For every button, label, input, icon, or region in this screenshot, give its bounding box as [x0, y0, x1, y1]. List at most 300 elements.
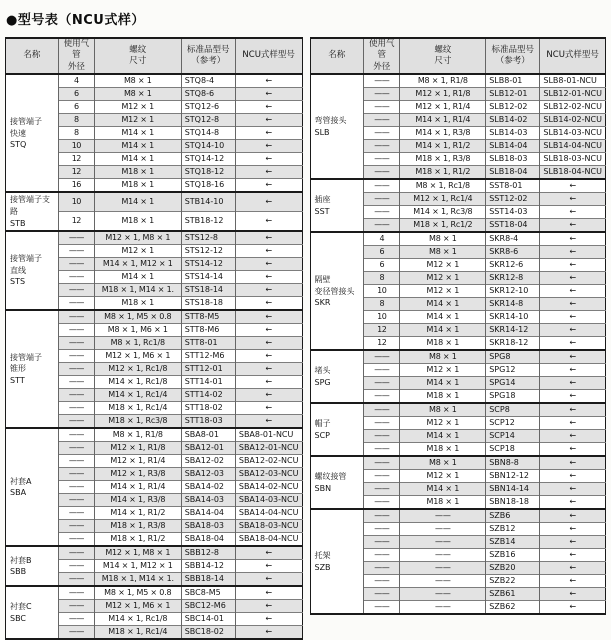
tube-od-cell: —— — [58, 324, 94, 337]
tube-od-cell: —— — [58, 428, 94, 442]
tube-od-cell: 12 — [58, 212, 94, 231]
standard-model-cell: SBA12-02 — [181, 455, 235, 468]
ncu-model-cell: ← — [235, 245, 302, 258]
standard-model-cell: STB18-12 — [181, 212, 235, 231]
standard-model-cell: SZB22 — [486, 575, 540, 588]
thread-size-cell: M12 × 1, R1/4 — [400, 101, 486, 114]
thread-size-cell: M12 × 1, R1/8 — [94, 442, 181, 455]
thread-size-cell: M8 × 1 — [400, 232, 486, 246]
standard-model-cell: SBN18-18 — [486, 496, 540, 510]
ncu-model-cell: ← — [540, 259, 606, 272]
standard-model-cell: SBB14-12 — [181, 560, 235, 573]
tube-od-cell: 10 — [58, 140, 94, 153]
standard-model-cell: STQ8-6 — [181, 88, 235, 101]
ncu-model-cell: ← — [235, 350, 302, 363]
ncu-model-cell: SLB14-04-NCU — [540, 140, 606, 153]
ncu-model-cell: ← — [235, 573, 302, 587]
ncu-model-cell: ← — [540, 377, 606, 390]
tube-od-cell: 16 — [58, 179, 94, 193]
tube-od-cell: —— — [364, 403, 400, 417]
standard-model-cell: SZB62 — [486, 601, 540, 615]
standard-model-cell: SBC14-01 — [181, 613, 235, 626]
standard-model-cell: STT12-01 — [181, 363, 235, 376]
tube-od-cell: —— — [364, 179, 400, 193]
group-name-cell: 接管端子 快速 STQ — [6, 74, 59, 192]
thread-size-cell: M8 × 1, Rc1/8 — [94, 337, 181, 350]
thread-size-cell: M8 × 1 — [400, 350, 486, 364]
ncu-model-cell: ← — [235, 101, 302, 114]
tube-od-cell: —— — [364, 549, 400, 562]
ncu-model-cell: SLB14-03-NCU — [540, 127, 606, 140]
standard-model-cell: STS12-12 — [181, 245, 235, 258]
tube-od-cell: —— — [364, 377, 400, 390]
tube-od-cell: 12 — [58, 166, 94, 179]
standard-model-cell: SLB14-04 — [486, 140, 540, 153]
ncu-model-cell: SBA18-03-NCU — [235, 520, 302, 533]
group-name-cell: 接管端子 锥形 STT — [6, 310, 59, 428]
tube-od-cell: —— — [364, 496, 400, 510]
standard-model-cell: SKR14-10 — [486, 311, 540, 324]
standard-model-cell: SST8-01 — [486, 179, 540, 193]
ncu-model-cell: ← — [235, 376, 302, 389]
tube-od-cell: —— — [364, 166, 400, 180]
column-header: NCU式样型号 — [540, 38, 606, 74]
standard-model-cell: STQ18-12 — [181, 166, 235, 179]
tube-od-cell: —— — [58, 376, 94, 389]
thread-size-cell: —— — [400, 575, 486, 588]
thread-size-cell: M12 × 1 — [400, 364, 486, 377]
thread-size-cell: M8 × 1 — [400, 403, 486, 417]
thread-size-cell: M8 × 1, M5 × 0.8 — [94, 310, 181, 324]
tube-od-cell: 12 — [364, 337, 400, 351]
ncu-model-cell: ← — [235, 613, 302, 626]
standard-model-cell: SKR18-12 — [486, 337, 540, 351]
tube-od-cell: —— — [364, 390, 400, 404]
thread-size-cell: M8 × 1 — [94, 88, 181, 101]
thread-size-cell: M14 × 1, M12 × 1 — [94, 258, 181, 271]
page-title: ●型号表（NCU式样） — [6, 13, 145, 28]
standard-model-cell: STT8-M5 — [181, 310, 235, 324]
thread-size-cell: M8 × 1, M6 × 1 — [94, 324, 181, 337]
tube-od-cell: 10 — [364, 285, 400, 298]
tube-od-cell: —— — [58, 271, 94, 284]
header-row — [6, 38, 303, 74]
standard-model-cell: STT8-01 — [181, 337, 235, 350]
table-row — [310, 456, 606, 470]
thread-size-cell: M14 × 1, R1/4 — [400, 114, 486, 127]
tube-od-cell: —— — [58, 310, 94, 324]
ncu-model-cell: ← — [235, 389, 302, 402]
column-header: 名称 — [310, 38, 364, 74]
tube-od-cell: —— — [364, 575, 400, 588]
ncu-model-cell: ← — [235, 74, 302, 88]
standard-model-cell: SKR12-10 — [486, 285, 540, 298]
thread-size-cell: M14 × 1, Rc3/8 — [400, 206, 486, 219]
tube-od-cell: —— — [58, 546, 94, 560]
standard-model-cell: SST18-04 — [486, 219, 540, 233]
standard-model-cell: STQ14-8 — [181, 127, 235, 140]
thread-size-cell: M12 × 1, M6 × 1 — [94, 600, 181, 613]
tube-od-cell: —— — [58, 481, 94, 494]
ncu-model-cell: ← — [235, 88, 302, 101]
ncu-model-cell: ← — [540, 443, 606, 457]
ncu-model-cell: ← — [540, 523, 606, 536]
tube-od-cell: —— — [58, 600, 94, 613]
thread-size-cell: M18 × 1, Rc1/4 — [94, 626, 181, 640]
thread-size-cell: M18 × 1 — [400, 390, 486, 404]
group-name-cell: 衬套C SBC — [6, 586, 59, 639]
tube-od-cell: —— — [364, 601, 400, 615]
group-name-cell: 弯管接头 SLB — [310, 74, 364, 179]
thread-size-cell: M14 × 1, R1/4 — [94, 481, 181, 494]
thread-size-cell: M14 × 1 — [400, 298, 486, 311]
ncu-model-cell: ← — [540, 509, 606, 523]
thread-size-cell: M18 × 1 — [94, 297, 181, 311]
ncu-model-cell: ← — [235, 179, 302, 193]
standard-model-cell: SZB12 — [486, 523, 540, 536]
standard-model-cell: STQ12-8 — [181, 114, 235, 127]
ncu-model-cell: ← — [540, 219, 606, 233]
column-header: 使用气管 外径 — [364, 38, 400, 74]
ncu-model-cell: ← — [235, 140, 302, 153]
standard-model-cell: SKR14-12 — [486, 324, 540, 337]
ncu-model-cell: SBA18-04-NCU — [235, 533, 302, 547]
standard-model-cell: SBC12-M6 — [181, 600, 235, 613]
standard-model-cell: SBA12-03 — [181, 468, 235, 481]
standard-model-cell: SLB18-03 — [486, 153, 540, 166]
thread-size-cell: M18 × 1 — [94, 166, 181, 179]
ncu-model-cell: ← — [235, 212, 302, 231]
ncu-model-cell: ← — [540, 588, 606, 601]
thread-size-cell: M18 × 1, Rc1/4 — [94, 402, 181, 415]
thread-size-cell: M12 × 1 — [400, 259, 486, 272]
ncu-model-cell: ← — [540, 456, 606, 470]
tube-od-cell: —— — [58, 363, 94, 376]
thread-size-cell: M8 × 1, Rc1/8 — [400, 179, 486, 193]
thread-size-cell: M14 × 1, R1/2 — [94, 507, 181, 520]
thread-size-cell: M14 × 1 — [94, 153, 181, 166]
thread-size-cell: M14 × 1, R3/8 — [400, 127, 486, 140]
thread-size-cell: M18 × 1 — [400, 337, 486, 351]
table-row — [310, 74, 606, 88]
standard-model-cell: SBA8-01 — [181, 428, 235, 442]
thread-size-cell: —— — [400, 509, 486, 523]
tube-od-cell: —— — [58, 337, 94, 350]
standard-model-cell: SKR8-4 — [486, 232, 540, 246]
ncu-model-cell: ← — [235, 284, 302, 297]
model-table-left — [5, 37, 303, 640]
thread-size-cell: M14 × 1 — [400, 377, 486, 390]
thread-size-cell: M14 × 1 — [400, 430, 486, 443]
standard-model-cell: SBC18-02 — [181, 626, 235, 640]
tube-od-cell: —— — [58, 415, 94, 429]
tube-od-cell: —— — [364, 206, 400, 219]
thread-size-cell: M12 × 1, Rc1/4 — [400, 193, 486, 206]
ncu-model-cell: ← — [540, 272, 606, 285]
ncu-model-cell: ← — [540, 390, 606, 404]
tube-od-cell: 8 — [58, 114, 94, 127]
table-row — [310, 179, 606, 193]
thread-size-cell: M18 × 1 — [94, 212, 181, 231]
tube-od-cell: —— — [364, 417, 400, 430]
tube-od-cell: —— — [58, 442, 94, 455]
group-name-cell: 接管端子 直线 STS — [6, 231, 59, 310]
ncu-model-cell: ← — [235, 231, 302, 245]
ncu-model-cell: ← — [235, 626, 302, 640]
group-name-cell: 衬套A SBA — [6, 428, 59, 546]
thread-size-cell: M12 × 1 — [400, 470, 486, 483]
ncu-model-cell: SBA12-01-NCU — [235, 442, 302, 455]
tube-od-cell: —— — [58, 586, 94, 600]
tube-od-cell: —— — [364, 509, 400, 523]
standard-model-cell: SKR8-6 — [486, 246, 540, 259]
ncu-model-cell: ← — [235, 363, 302, 376]
model-table-right — [310, 37, 607, 615]
ncu-model-cell: ← — [540, 179, 606, 193]
ncu-model-cell: ← — [235, 337, 302, 350]
tube-od-cell: —— — [58, 231, 94, 245]
thread-size-cell: M14 × 1, Rc1/8 — [94, 376, 181, 389]
tube-od-cell: 12 — [58, 153, 94, 166]
tube-od-cell: —— — [364, 470, 400, 483]
ncu-model-cell: ← — [235, 297, 302, 311]
ncu-model-cell: ← — [540, 298, 606, 311]
thread-size-cell: M14 × 1 — [94, 271, 181, 284]
standard-model-cell: SZB61 — [486, 588, 540, 601]
ncu-model-cell: ← — [235, 127, 302, 140]
tube-od-cell: —— — [364, 562, 400, 575]
standard-model-cell: SKR14-8 — [486, 298, 540, 311]
ncu-model-cell: ← — [235, 153, 302, 166]
thread-size-cell: —— — [400, 549, 486, 562]
standard-model-cell: STT18-02 — [181, 402, 235, 415]
tube-od-cell: —— — [58, 626, 94, 640]
standard-model-cell: SBA18-03 — [181, 520, 235, 533]
table-row — [6, 192, 303, 211]
thread-size-cell: M12 × 1, M6 × 1 — [94, 350, 181, 363]
thread-size-cell: M12 × 1, Rc1/8 — [94, 363, 181, 376]
group-name-cell: 堵头 SPG — [310, 350, 364, 403]
standard-model-cell: STT12-M6 — [181, 350, 235, 363]
standard-model-cell: SZB16 — [486, 549, 540, 562]
tube-od-cell: —— — [364, 140, 400, 153]
ncu-model-cell: SLB14-02-NCU — [540, 114, 606, 127]
ncu-model-cell: ← — [540, 549, 606, 562]
ncu-model-cell: ← — [235, 114, 302, 127]
group-name-cell: 托架 SZB — [310, 509, 364, 614]
tube-od-cell: —— — [364, 364, 400, 377]
standard-model-cell: SST14-03 — [486, 206, 540, 219]
standard-model-cell: SCP18 — [486, 443, 540, 457]
ncu-model-cell: ← — [235, 546, 302, 560]
ncu-model-cell: ← — [540, 403, 606, 417]
standard-model-cell: SBN8-8 — [486, 456, 540, 470]
thread-size-cell: M14 × 1 — [94, 140, 181, 153]
tube-od-cell: 8 — [364, 272, 400, 285]
tube-od-cell: —— — [364, 430, 400, 443]
thread-size-cell: M12 × 1 — [400, 272, 486, 285]
standard-model-cell: SPG12 — [486, 364, 540, 377]
thread-size-cell: M18 × 1, M14 × 1. — [94, 573, 181, 587]
standard-model-cell: SKR12-8 — [486, 272, 540, 285]
thread-size-cell: M14 × 1 — [400, 311, 486, 324]
tube-od-cell: —— — [58, 258, 94, 271]
thread-size-cell: M18 × 1, R3/8 — [94, 520, 181, 533]
standard-model-cell: STT8-M6 — [181, 324, 235, 337]
tube-od-cell: —— — [58, 533, 94, 547]
thread-size-cell: M12 × 1 — [400, 417, 486, 430]
tube-od-cell: —— — [364, 588, 400, 601]
standard-model-cell: SLB14-03 — [486, 127, 540, 140]
thread-size-cell: M18 × 1, Rc3/8 — [94, 415, 181, 429]
ncu-model-cell: ← — [540, 470, 606, 483]
thread-size-cell: M18 × 1, Rc1/2 — [400, 219, 486, 233]
standard-model-cell: STS14-14 — [181, 271, 235, 284]
thread-size-cell: M8 × 1 — [400, 456, 486, 470]
tube-od-cell: 6 — [58, 88, 94, 101]
thread-size-cell: M12 × 1, R3/8 — [94, 468, 181, 481]
ncu-model-cell: SBA12-03-NCU — [235, 468, 302, 481]
column-header: 名称 — [6, 38, 59, 74]
standard-model-cell: STQ8-4 — [181, 74, 235, 88]
tube-od-cell: 10 — [364, 311, 400, 324]
ncu-model-cell: ← — [540, 536, 606, 549]
ncu-model-cell: ← — [540, 575, 606, 588]
thread-size-cell: M18 × 1, R3/8 — [400, 153, 486, 166]
thread-size-cell: M18 × 1 — [94, 179, 181, 193]
ncu-model-cell: ← — [235, 192, 302, 211]
tube-od-cell: —— — [58, 507, 94, 520]
table-row — [6, 428, 303, 442]
table-row — [310, 509, 606, 523]
ncu-model-cell: ← — [235, 402, 302, 415]
ncu-model-cell: ← — [235, 271, 302, 284]
tube-od-cell: —— — [364, 101, 400, 114]
tube-od-cell: —— — [364, 153, 400, 166]
thread-size-cell: —— — [400, 523, 486, 536]
thread-size-cell: —— — [400, 601, 486, 615]
table-row — [6, 74, 303, 88]
column-header: NCU式样型号 — [235, 38, 302, 74]
tube-od-cell: —— — [58, 455, 94, 468]
ncu-model-cell: ← — [540, 483, 606, 496]
thread-size-cell: M14 × 1 — [94, 127, 181, 140]
ncu-model-cell: ← — [540, 350, 606, 364]
thread-size-cell: M8 × 1 — [94, 74, 181, 88]
tube-od-cell: —— — [58, 402, 94, 415]
ncu-model-cell: SBA14-02-NCU — [235, 481, 302, 494]
ncu-model-cell: ← — [235, 166, 302, 179]
ncu-model-cell: SLB18-04-NCU — [540, 166, 606, 180]
thread-size-cell: —— — [400, 536, 486, 549]
ncu-model-cell: ← — [540, 337, 606, 351]
standard-model-cell: SLB18-04 — [486, 166, 540, 180]
thread-size-cell: M12 × 1 — [400, 285, 486, 298]
tube-od-cell: 4 — [58, 74, 94, 88]
table-row — [6, 546, 303, 560]
ncu-model-cell: ← — [540, 311, 606, 324]
ncu-model-cell: ← — [540, 562, 606, 575]
ncu-model-cell: ← — [540, 285, 606, 298]
ncu-model-cell: ← — [235, 258, 302, 271]
tube-od-cell: 4 — [364, 232, 400, 246]
ncu-model-cell: ← — [540, 246, 606, 259]
tube-od-cell: —— — [364, 443, 400, 457]
tube-od-cell: —— — [364, 88, 400, 101]
ncu-model-cell: ← — [235, 415, 302, 429]
tube-od-cell: —— — [58, 520, 94, 533]
group-name-cell: 插座 SST — [310, 179, 364, 232]
thread-size-cell: —— — [400, 562, 486, 575]
standard-model-cell: STT14-01 — [181, 376, 235, 389]
thread-size-cell: M14 × 1, R3/8 — [94, 494, 181, 507]
standard-model-cell: SKR12-6 — [486, 259, 540, 272]
standard-model-cell: SBA14-04 — [181, 507, 235, 520]
standard-model-cell: SPG18 — [486, 390, 540, 404]
tube-od-cell: —— — [58, 613, 94, 626]
ncu-model-cell: ← — [540, 417, 606, 430]
standard-model-cell: SLB8-01 — [486, 74, 540, 88]
group-name-cell: 接管端子支路 STB — [6, 192, 59, 231]
thread-size-cell: M18 × 1 — [400, 443, 486, 457]
standard-model-cell: STS18-18 — [181, 297, 235, 311]
ncu-model-cell: ← — [235, 324, 302, 337]
thread-size-cell: M18 × 1, R1/2 — [400, 166, 486, 180]
tube-od-cell: —— — [58, 494, 94, 507]
tube-od-cell: 6 — [364, 246, 400, 259]
standard-model-cell: SBB12-8 — [181, 546, 235, 560]
group-name-cell: 衬套B SBB — [6, 546, 59, 586]
tube-od-cell: —— — [364, 193, 400, 206]
standard-model-cell: SBA12-01 — [181, 442, 235, 455]
standard-model-cell: SZB14 — [486, 536, 540, 549]
thread-size-cell: M18 × 1, R1/2 — [94, 533, 181, 547]
thread-size-cell: M8 × 1, R1/8 — [94, 428, 181, 442]
ncu-model-cell: SLB12-01-NCU — [540, 88, 606, 101]
thread-size-cell: M12 × 1, M8 × 1 — [94, 231, 181, 245]
standard-model-cell: SCP8 — [486, 403, 540, 417]
tube-od-cell: —— — [364, 74, 400, 88]
thread-size-cell: M14 × 1 — [400, 324, 486, 337]
standard-model-cell: STS12-8 — [181, 231, 235, 245]
ncu-model-cell: SLB8-01-NCU — [540, 74, 606, 88]
standard-model-cell: STQ12-6 — [181, 101, 235, 114]
ncu-model-cell: ← — [540, 324, 606, 337]
thread-size-cell: M12 × 1, R1/4 — [94, 455, 181, 468]
ncu-model-cell: ← — [235, 310, 302, 324]
thread-size-cell: M12 × 1 — [94, 245, 181, 258]
standard-model-cell: SZB20 — [486, 562, 540, 575]
ncu-model-cell: SBA12-02-NCU — [235, 455, 302, 468]
tube-od-cell: —— — [364, 114, 400, 127]
tube-od-cell: —— — [58, 468, 94, 481]
header-row — [310, 38, 606, 74]
standard-model-cell: STT18-03 — [181, 415, 235, 429]
tube-od-cell: —— — [364, 456, 400, 470]
standard-model-cell: STB14-10 — [181, 192, 235, 211]
ncu-model-cell: SLB18-03-NCU — [540, 153, 606, 166]
tube-od-cell: 6 — [364, 259, 400, 272]
standard-model-cell: SCP14 — [486, 430, 540, 443]
thread-size-cell: M8 × 1, R1/8 — [400, 74, 486, 88]
ncu-model-cell: ← — [235, 600, 302, 613]
tube-od-cell: 10 — [58, 192, 94, 211]
standard-model-cell: SBA18-04 — [181, 533, 235, 547]
tube-od-cell: —— — [364, 219, 400, 233]
thread-size-cell: —— — [400, 588, 486, 601]
ncu-model-cell: ← — [540, 430, 606, 443]
tube-od-cell: —— — [58, 389, 94, 402]
